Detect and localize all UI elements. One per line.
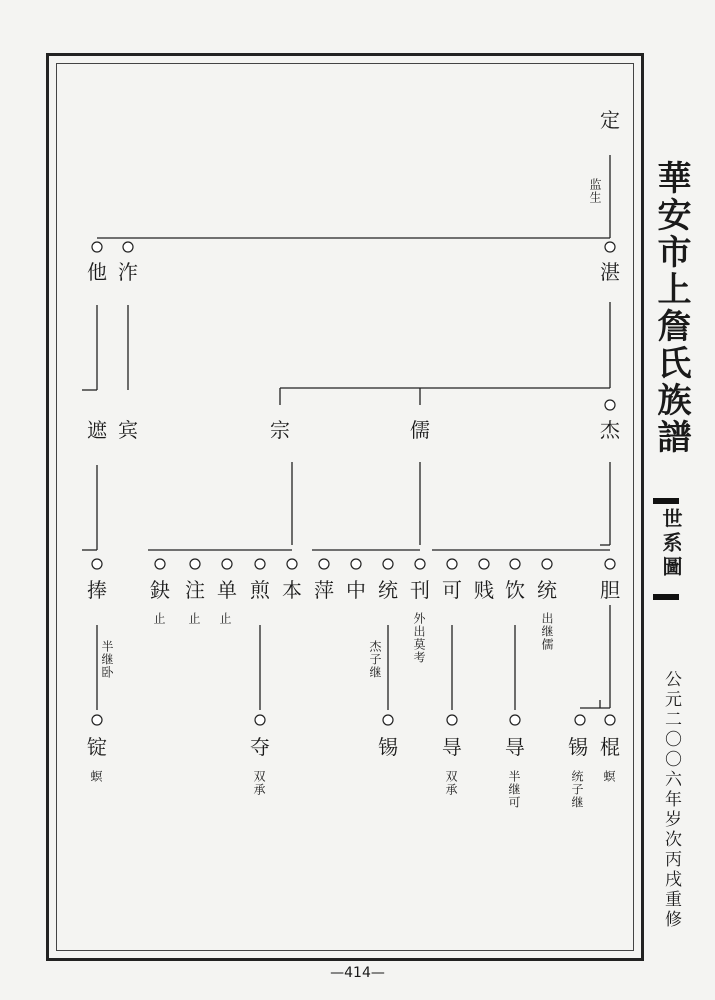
person-de1: 㝵 [505,735,525,759]
person-gun: 棍 [600,735,620,759]
colophon: 公元二〇〇六年岁次丙戌重修 [661,670,681,930]
person-zhu: 注 [185,578,205,602]
person-jie: 杰 [600,418,620,442]
person-ding2: 锭 [87,735,107,759]
page-number: —414— [330,965,385,981]
person-jue: 鈌 [150,578,170,602]
note-banji-ke: 半继可 [507,770,521,809]
person-xi2: 锡 [378,735,398,759]
person-tong1: 统 [537,578,557,602]
person-zhe: 遮 [87,418,107,442]
note-chuji-ru: 出继儒 [540,612,554,651]
person-ding: 定 [600,108,620,132]
note-tongzi-ji: 统子继 [570,770,584,809]
person-dan2: 单 [217,578,237,602]
person-zhong: 中 [346,578,366,602]
note-zhi-zhu: 止 [187,612,201,625]
note-zhi-jue: 止 [152,612,166,625]
note-jiezi-ji: 杰子继 [368,640,382,679]
person-ta: 他 [87,260,107,284]
person-peng: 捧 [87,578,107,602]
person-kan: 刊 [410,578,430,602]
note-zhi-dan: 止 [218,612,232,625]
note-ming-ding: 螟 [89,770,103,783]
person-xi1: 锡 [568,735,588,759]
person-ru: 儒 [410,418,430,442]
note-ming-gun: 螟 [602,770,616,783]
section-title: 世系圖 [659,508,683,580]
person-de2: 㝵 [442,735,462,759]
note-jiansheng: 监生 [588,178,602,204]
person-bin: 宾 [118,418,138,442]
person-zhan: 湛 [600,260,620,284]
person-zuo: 泎 [118,260,138,284]
note-shuangcheng-2: 双承 [252,770,266,796]
note-shuangcheng-1: 双承 [444,770,458,796]
person-yin: 饮 [505,578,525,602]
person-ben: 本 [282,578,302,602]
person-zong: 宗 [270,418,290,442]
person-tong2: 统 [378,578,398,602]
note-banji-wo: 半继卧 [100,640,114,679]
note-waichu: 外出莫考 [412,612,426,664]
person-jian: 贱 [474,578,494,602]
person-ke: 可 [442,578,462,602]
person-jian2: 煎 [250,578,270,602]
book-title: 華安市上詹氏族譜 [651,160,691,456]
person-ping: 萍 [314,578,334,602]
person-dan: 胆 [600,578,620,602]
person-duo: 夺 [250,735,270,759]
